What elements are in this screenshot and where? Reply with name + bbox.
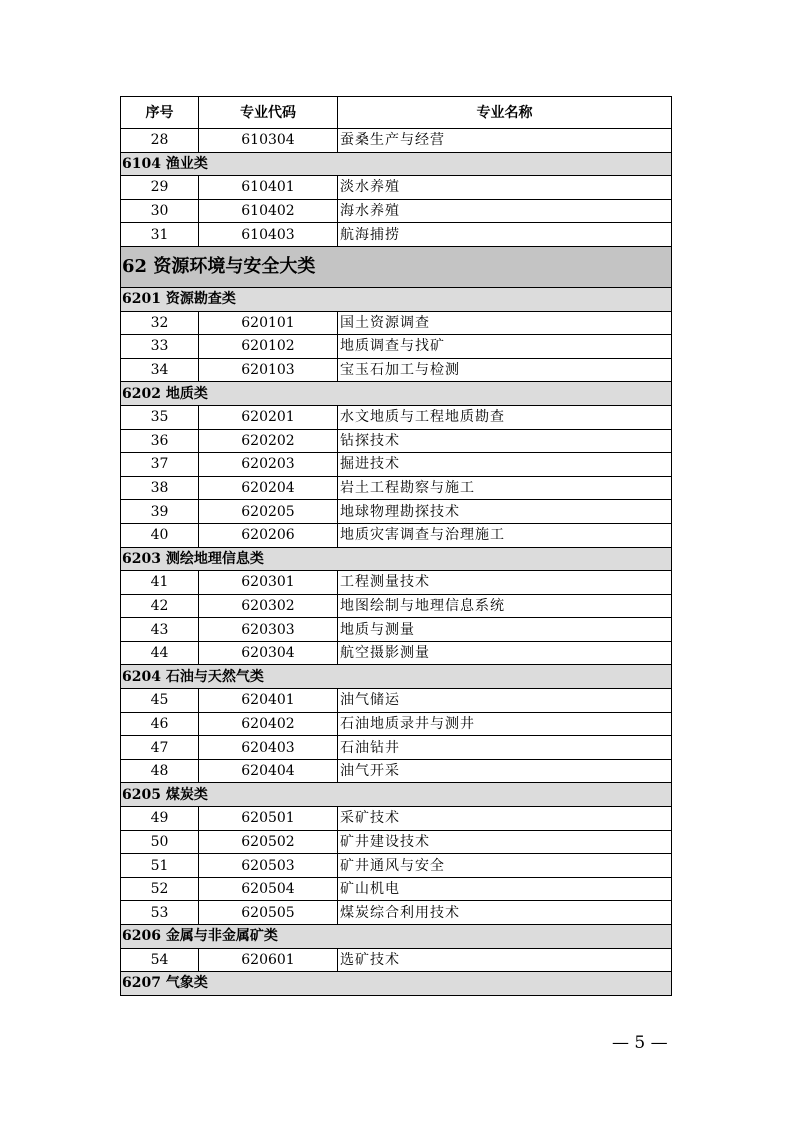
name-cell: 岩土工程勘察与施工: [338, 476, 672, 500]
seq-cell: 32: [121, 311, 199, 335]
name-cell: 地质灾害调查与治理施工: [338, 523, 672, 547]
code-cell: 620503: [199, 854, 338, 878]
category-row: [121, 972, 672, 996]
table-row: [121, 523, 672, 547]
table-header-row: [121, 97, 672, 129]
name-cell: 钻探技术: [338, 429, 672, 453]
category-label: 6203 测绘地理信息类: [121, 547, 672, 571]
table-row: [121, 594, 672, 618]
name-cell: 掘进技术: [338, 453, 672, 477]
name-cell: 地图绘制与地理信息系统: [338, 594, 672, 618]
category-label: 6201 资源勘查类: [121, 287, 672, 311]
seq-cell: 35: [121, 405, 199, 429]
code-cell: 620404: [199, 759, 338, 783]
category-label: 6205 煤炭类: [121, 783, 672, 807]
table-row: [121, 901, 672, 925]
code-cell: 620301: [199, 571, 338, 595]
name-cell: 油气开采: [338, 759, 672, 783]
code-cell: 620303: [199, 618, 338, 642]
category-row: [121, 925, 672, 949]
seq-cell: 29: [121, 176, 199, 200]
code-cell: 620505: [199, 901, 338, 925]
seq-cell: 40: [121, 523, 199, 547]
table-row: [121, 429, 672, 453]
seq-cell: 38: [121, 476, 199, 500]
name-cell: 矿井建设技术: [338, 830, 672, 854]
name-cell: 国土资源调查: [338, 311, 672, 335]
category-label: 6207 气象类: [121, 972, 672, 996]
seq-cell: 50: [121, 830, 199, 854]
code-cell: 610403: [199, 223, 338, 247]
table-row: [121, 358, 672, 382]
table-row: [121, 223, 672, 247]
code-cell: 620504: [199, 877, 338, 901]
seq-cell: 52: [121, 877, 199, 901]
seq-cell: 49: [121, 807, 199, 831]
seq-cell: 45: [121, 689, 199, 713]
name-cell: 选矿技术: [338, 948, 672, 972]
seq-cell: 31: [121, 223, 199, 247]
category-label: 6206 金属与非金属矿类: [121, 925, 672, 949]
table-row: [121, 618, 672, 642]
table-row: [121, 405, 672, 429]
category-row: [121, 783, 672, 807]
name-cell: 油气储运: [338, 689, 672, 713]
table-row: [121, 712, 672, 736]
name-cell: 石油钻井: [338, 736, 672, 760]
category-row: [121, 547, 672, 571]
category-row: [121, 665, 672, 689]
category-label: 6202 地质类: [121, 382, 672, 406]
seq-cell: 39: [121, 500, 199, 524]
table-row: [121, 500, 672, 524]
name-cell: 航海捕捞: [338, 223, 672, 247]
code-cell: 620402: [199, 712, 338, 736]
table-body: [121, 129, 672, 996]
table-row: [121, 948, 672, 972]
seq-cell: 51: [121, 854, 199, 878]
code-cell: 620501: [199, 807, 338, 831]
table-row: [121, 759, 672, 783]
table-row: [121, 476, 672, 500]
code-cell: 620203: [199, 453, 338, 477]
seq-cell: 34: [121, 358, 199, 382]
name-cell: 海水养殖: [338, 199, 672, 223]
table-row: [121, 311, 672, 335]
seq-cell: 46: [121, 712, 199, 736]
seq-cell: 47: [121, 736, 199, 760]
code-cell: 620502: [199, 830, 338, 854]
code-cell: 610401: [199, 176, 338, 200]
code-cell: 620204: [199, 476, 338, 500]
code-cell: 620205: [199, 500, 338, 524]
code-cell: 620101: [199, 311, 338, 335]
name-cell: 地质与测量: [338, 618, 672, 642]
table-row: [121, 641, 672, 665]
category-row: [121, 287, 672, 311]
name-cell: 石油地质录井与测井: [338, 712, 672, 736]
table-row: [121, 571, 672, 595]
table-row: [121, 453, 672, 477]
name-cell: 矿山机电: [338, 877, 672, 901]
table-row: [121, 689, 672, 713]
header-code: 专业代码: [199, 97, 338, 129]
seq-cell: 53: [121, 901, 199, 925]
table-row: [121, 854, 672, 878]
table-row: [121, 877, 672, 901]
seq-cell: 48: [121, 759, 199, 783]
name-cell: 宝玉石加工与检测: [338, 358, 672, 382]
code-cell: 620206: [199, 523, 338, 547]
major-category-label: 62 资源环境与安全大类: [121, 246, 672, 287]
name-cell: 地质调查与找矿: [338, 335, 672, 359]
header-seq: 序号: [121, 97, 199, 129]
code-cell: 610402: [199, 199, 338, 223]
code-cell: 620302: [199, 594, 338, 618]
table-row: [121, 335, 672, 359]
category-label: 6104 渔业类: [121, 152, 672, 176]
code-cell: 620102: [199, 335, 338, 359]
code-cell: 620403: [199, 736, 338, 760]
table-row: [121, 176, 672, 200]
name-cell: 采矿技术: [338, 807, 672, 831]
seq-cell: 44: [121, 641, 199, 665]
seq-cell: 33: [121, 335, 199, 359]
name-cell: 淡水养殖: [338, 176, 672, 200]
seq-cell: 42: [121, 594, 199, 618]
name-cell: 水文地质与工程地质勘查: [338, 405, 672, 429]
table-row: [121, 199, 672, 223]
name-cell: 蚕桑生产与经营: [338, 129, 672, 153]
major-category-row: [121, 246, 672, 287]
category-row: [121, 152, 672, 176]
code-cell: 620304: [199, 641, 338, 665]
page-number: — 5 —: [612, 1033, 668, 1053]
header-name: 专业名称: [338, 97, 672, 129]
seq-cell: 37: [121, 453, 199, 477]
code-cell: 620601: [199, 948, 338, 972]
code-cell: 620401: [199, 689, 338, 713]
major-catalog-table: [120, 96, 672, 996]
table-row: [121, 736, 672, 760]
seq-cell: 36: [121, 429, 199, 453]
category-label: 6204 石油与天然气类: [121, 665, 672, 689]
table-row: [121, 807, 672, 831]
seq-cell: 54: [121, 948, 199, 972]
table-row: [121, 129, 672, 153]
code-cell: 620202: [199, 429, 338, 453]
name-cell: 工程测量技术: [338, 571, 672, 595]
name-cell: 地球物理勘探技术: [338, 500, 672, 524]
code-cell: 610304: [199, 129, 338, 153]
seq-cell: 28: [121, 129, 199, 153]
table-row: [121, 830, 672, 854]
name-cell: 航空摄影测量: [338, 641, 672, 665]
name-cell: 煤炭综合利用技术: [338, 901, 672, 925]
code-cell: 620201: [199, 405, 338, 429]
seq-cell: 30: [121, 199, 199, 223]
category-row: [121, 382, 672, 406]
name-cell: 矿井通风与安全: [338, 854, 672, 878]
code-cell: 620103: [199, 358, 338, 382]
seq-cell: 41: [121, 571, 199, 595]
seq-cell: 43: [121, 618, 199, 642]
